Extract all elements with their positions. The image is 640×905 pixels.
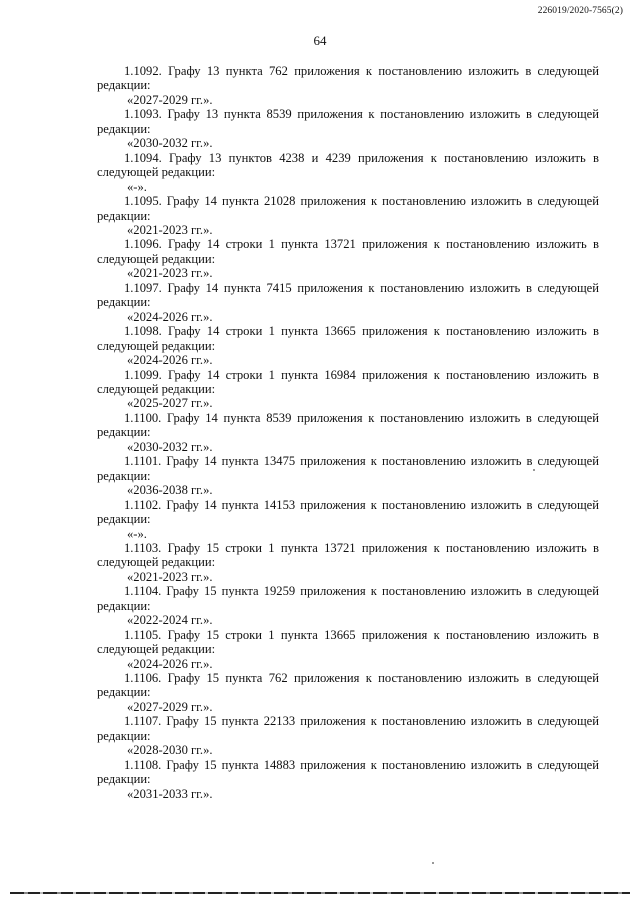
- item-value: «2021-2023 гг.».: [127, 569, 213, 584]
- item-text: 1.1092. Графу 13 пункта 762 приложения к постановлению изложить в следующей редакции:: [97, 64, 599, 93]
- item-value: «2027-2029 гг.».: [127, 699, 213, 714]
- item-value: «2022-2024 гг.».: [127, 613, 213, 628]
- document-id: 226019/2020-7565(2): [537, 6, 623, 16]
- item-value: «2030-2032 гг.».: [127, 136, 213, 151]
- item-value: «2024-2026 гг.».: [127, 353, 213, 368]
- item-text: 1.1107. Графу 15 пункта 22133 приложения к постановлению изложить в следующей редакции:: [97, 714, 599, 743]
- item-text: 1.1102. Графу 14 пункта 14153 приложения к постановлению изложить в следующей редакции:: [97, 497, 599, 527]
- item-value: «-».: [127, 179, 147, 194]
- scan-speck: [533, 469, 535, 471]
- item-text: 1.1100. Графу 14 пункта 8539 приложения к постановлению изложить в следующей редакции:: [97, 410, 599, 440]
- item-text: 1.1095. Графу 14 пункта 21028 приложения к постановлению изложить в следующей редакции:: [97, 194, 599, 223]
- item-value: «2024-2026 гг.».: [127, 656, 213, 671]
- item-text: 1.1099. Графу 14 строки 1 пункта 16984 приложения к постановлению изложить в следующей редакции:: [97, 367, 599, 396]
- item-value: «2021-2023 гг.».: [127, 266, 213, 281]
- item-text: 1.1101. Графу 14 пункта 13475 приложения к постановлению изложить в следующей редакции:: [97, 454, 599, 483]
- item-value: «2036-2038 гг.».: [127, 483, 213, 498]
- item-text: 1.1103. Графу 15 строки 1 пункта 13721 приложения к постановлению изложить в следующей редакции:: [97, 540, 599, 570]
- item-text: 1.1108. Графу 15 пункта 14883 приложения к постановлению изложить в следующей редакции:: [97, 757, 599, 787]
- item-text: 1.1097. Графу 14 пункта 7415 приложения к постановлению изложить в следующей редакции:: [97, 280, 599, 310]
- item-value: «2024-2026 гг.».: [127, 309, 213, 324]
- scan-speck: [432, 862, 434, 864]
- item-text: 1.1106. Графу 15 пункта 762 приложения к постановлению изложить в следующей редакции:: [97, 671, 599, 700]
- item-text: 1.1096. Графу 14 строки 1 пункта 13721 приложения к постановлению изложить в следующей редакции:: [97, 237, 599, 266]
- item-text: 1.1104. Графу 15 пункта 19259 приложения к постановлению изложить в следующей редакции:: [97, 584, 599, 613]
- item-value: «2031-2033 гг.».: [127, 786, 213, 801]
- document-body: [97, 64, 599, 801]
- item-value: «2021-2023 гг.».: [127, 222, 213, 237]
- item-text: 1.1094. Графу 13 пунктов 4238 и 4239 приложения к постановлению изложить в следующей редакции:: [97, 150, 599, 180]
- scan-edge-line: [10, 892, 630, 894]
- page-number: 64: [313, 33, 327, 48]
- item-text: 1.1098. Графу 14 строки 1 пункта 13665 приложения к постановлению изложить в следующей редакции:: [97, 324, 599, 353]
- item-value: «2027-2029 гг.».: [127, 92, 213, 107]
- item-value: «2025-2027 гг.».: [127, 396, 213, 411]
- item-text: 1.1093. Графу 13 пункта 8539 приложения к постановлению изложить в следующей редакции:: [97, 107, 599, 136]
- item-value: «2030-2032 гг.».: [127, 439, 213, 454]
- item-text: 1.1105. Графу 15 строки 1 пункта 13665 приложения к постановлению изложить в следующей редакции:: [97, 627, 599, 657]
- item-value: «2028-2030 гг.».: [127, 743, 213, 758]
- item-value: «-».: [127, 526, 147, 541]
